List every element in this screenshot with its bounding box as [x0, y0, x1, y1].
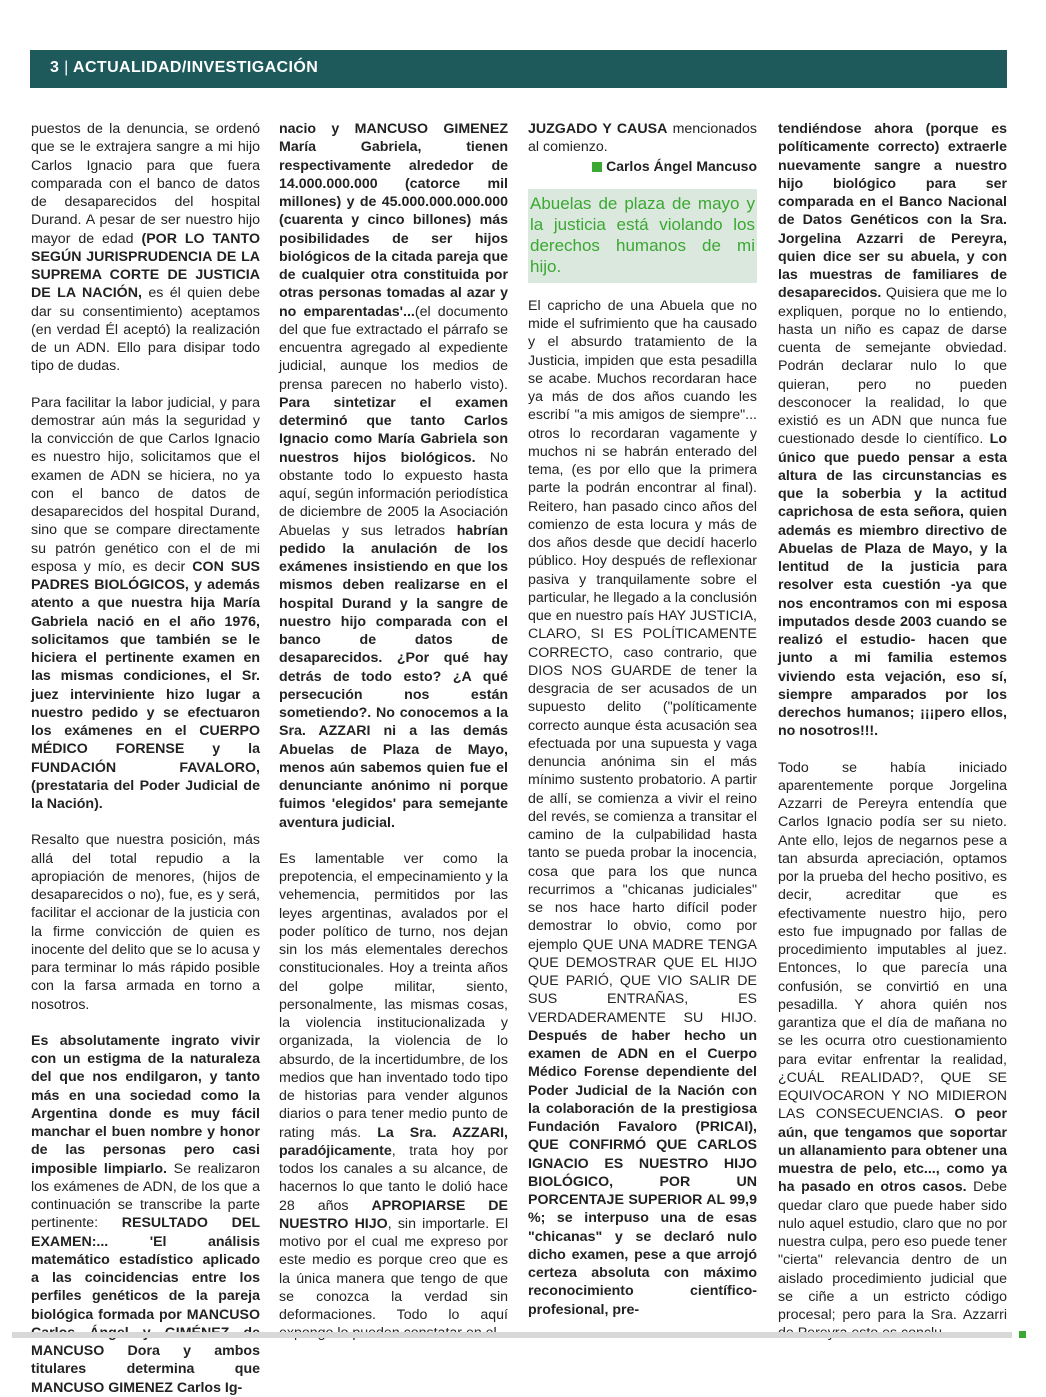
text-run: mencionados al comienzo.	[528, 121, 757, 156]
text-run: Debe quedar claro que puede haber sido nulo aquel estudio, claro que no por nuestra culpa, pero eso puede tener "cierta" relevancia dentro de un aislado procedimiento judicial que se ciñe a un estricto código procesal; pero para la Sra. Azzarri	[778, 1179, 1007, 1323]
bold-text-run: (POR LO TANTO SEGÚN JURISPRUDENCIA DE LA SUPREMA CORTE DE JUSTICIA DE LA NACIÓN,	[31, 230, 260, 302]
paragraph	[31, 394, 260, 814]
bold-text-run: Es absolutamente ingrato vivir con un estigma de la naturaleza del que nos endilgaron, y tanto más en una sociedad como la Argentina donde es muy fácil manchar el buen nombre y honor de las personas pero casi imposible limpiarlo.	[31, 1032, 260, 1177]
bold-text-run: nacio y MANCUSO GIMENEZ María Gabriela, tienen respectivamente alrededor de 14.000.000.000 (catorce mil millones) y de 45.000.000.000.000 (cuarenta y cinco billones) más posibilidades de ser hijos biológicos de la citada pareja que de cualquier otra constituida por otras personas tomadas al azar y no emparentadas'...	[279, 121, 508, 320]
footer-square-icon	[1019, 1331, 1026, 1338]
pull-quote: Abuelas de plaza de mayo y la justicia está violando los derechos humanos de mi hijo.	[528, 189, 757, 283]
text-run: (el documento del que fue extractado el párrafo se encuentra agregado al expediente judicial, aunque los medios de prensa parecen no haberlo visto).	[279, 303, 508, 393]
paragraph	[778, 120, 1007, 741]
bold-text-run: Para sintetizar el examen determinó que tanto Carlos Ignacio como María Gabriela son nuestros hijos biológicos.	[279, 394, 508, 466]
paragraph	[31, 1032, 260, 1397]
text-run: Quisiera que me lo expliquen, porque no lo entiendo, hasta un niño es capaz de darse cuenta de semejante obviedad. Podrán declarar nulo lo que quieran, pero no pueden desconocer la realidad, lo que existió es un ADN que nunca fue cuestionado desde lo científico.	[778, 285, 1007, 448]
text-run: Para facilitar la labor judicial, y para demostrar aún más la seguridad y la convicción de que Carlos Ignacio es nuestro hijo, solicitamos que el examen de ADN se hiciera, no ya con el banco de datos de desaparecidos del hospital Durand, sino que se compare directamente su patrón genético con el de mi esposa y mío, es decir	[31, 394, 260, 575]
paragraph	[279, 120, 508, 832]
bold-text-run: CON SUS PADRES BIOLÓGICOS, y además atento a que nuestra hija María Gabriela nació en el año 1976, solicitamos que también se le hiciera el pertinente examen en las mismas condiciones, el Sr. juez interviniente hizo lugar a nuestro pedido y se efectuaron los exámenes en el CUERPO MÉDICO FORENSE y la FUNDACIÓN FAVALORO, (prestataria del Poder Judicial de la Nación).	[31, 558, 260, 812]
text-run: No obstante todo lo expuesto hasta aquí, según información periodística de diciembre de 2005 la Asociación Abuelas y sus letrados	[279, 449, 508, 539]
page-number: 3	[50, 59, 60, 76]
header-separator: |	[64, 59, 69, 76]
text-run: es él quien debe dar su consentimiento) aceptamos (en verdad Él aceptó) la realización de un ADN. Ello para disipar todo tipo de dudas.	[31, 285, 260, 375]
author-signature	[528, 157, 757, 175]
article-column-4	[778, 120, 1007, 1323]
bold-text-run: Lo único que puedo pensar a esta altura de las circunstancias es que la soberbia y la actitud caprichosa de esta señora, quien además es miembro directivo de Abuelas de Plaza de Mayo, y la lentitud de la justicia para resolver esta cuestión -ya que nos encontramos con mi esposa imputados desde 2003 cuando se realizó el estudio- hacen que junto a mi familia estemos viviendo esta vejación, eso sí, siempre amparados por los derechos humanos; ¡¡¡pero ellos, no nosotros!!!.	[778, 431, 1007, 740]
section-header	[50, 59, 318, 77]
article-column-1	[31, 120, 260, 1396]
bold-text-run: APROPIARSE DE NUESTRO HIJO	[279, 1197, 508, 1232]
paragraph	[31, 831, 260, 1014]
paragraph	[528, 297, 757, 1319]
text-run: Resalto que nuestra posición, más allá del total repudio a la apropiación de menores, (hijos de desaparecidos o no), fue, es y será, facilitar el accionar de la justicia con la firme convicción de quien es inocente del delito que se lo acusa y para terminar lo más rápido posible con la farsa armada en torno a nosotros.	[31, 832, 260, 1013]
bold-text-run: Después de haber hecho un examen de ADN en el Cuerpo Médico Forense dependiente del Poder Judicial de la Nación con la colaboración de la prestigiosa Fundación Favaloro (PRICAI), QUE CONFIRMÓ QUE CARLOS IGNACIO ES NUESTRO HIJO BIOLÓGICO, POR UN PORCENTAJE SUPERIOR AL 99,9 %; se interpuso una de esas "chicanas" y se declaró nulo dicho examen, pese a que arrojó certeza absoluta con máximo reconocimiento científico-profesional, pre-	[528, 1027, 757, 1318]
footer-rule	[12, 1332, 1012, 1338]
paragraph	[31, 120, 260, 376]
text-run: puestos de la denuncia, se ordenó que se le extrajera sangre a mi hijo Carlos Ignacio para que fuera comparada con el banco de datos de desaparecidos del hospital Durand. A pesar de ser nuestro hijo mayor de edad	[31, 121, 260, 247]
text-run: Todo se había iniciado aparentemente porque Jorgelina Azzarri de Pereyra entendía que Carlos Ignacio podía ser su nieto. Ante ello, lejos de negarnos pese a tan absurda apreciación, optamos por la prueba del hecho positivo, es decir, acreditar que es efectivamente nuestro hijo, pero esto fue impugnado por fallas de procedimiento imputables al juez. Entonces, lo que parecía una confusión, se convirtió en una pesadilla. Y ahora quién nos garantiza que el día de mañana no se les ocurra otro cuestionamiento para evitar enfrentar la realidad, ¿CUÁL REALIDAD?, QUE SE EQUIVOCARON Y NO MIDIERON LAS CONSECUENCIAS.	[778, 759, 1007, 1123]
section-title: ACTUALIDAD/INVESTIGACIÓN	[73, 59, 319, 76]
bold-text-run: La Sra. AZZARI, paradójicamente	[279, 1124, 508, 1159]
text-run: Se realizaron los exámenes de ADN, de los que a continuación se transcribe la parte pertinente:	[31, 1160, 260, 1232]
green-square-icon	[592, 162, 602, 172]
bold-text-run: habrían pedido la anulación de los exámenes insistiendo en que los mismos deben realizarse en el hospital Durand y la sangre de nuestro hijo comparada con el banco de datos de desaparecidos. ¿Por qué hay detrás de todo esto? ¿A qué persecución nos están sometiendo?. No conocemos a la Sra. AZZARI ni a las demás Abuelas de Plaza de Mayo, menos aún sabemos quien fue el denunciante anónimo ni porque fuimos 'elegidos' para semejante aventura judicial.	[279, 522, 508, 831]
article-column-3	[528, 120, 757, 1320]
text-run: , trata hoy por todos los canales a su alcance, de hacernos lo que tanto le dolió hace 28 años	[279, 1142, 508, 1214]
bold-text-run: RESULTADO DEL EXAMEN:... 'El análisis matemático estadístico aplicado a las coincidencias entre los perfiles genéticos de la pareja biológica formada por MANCUSO MANCUSO Dora y ambos titulares determina que MANCUSO GIMENEZ Carlos Ig-	[31, 1215, 260, 1396]
text-run: , sin importarle. El motivo por el cual me expreso por este medio es porque creo que es la única manera que tengo de que se conozca la verdad sin deformaciones. Todo lo aquí	[279, 1215, 508, 1323]
article-column-2	[279, 120, 508, 1323]
paragraph	[279, 850, 508, 1343]
text-run: Es lamentable ver como la prepotencia, el empecinamiento y la vehemencia, permitidos por las leyes argentinas, avalados por el poder político de turno, nos dejan sin los más elementales derechos constitucionales. Hoy a treinta años del golpe militar, siento, personalmente, las mismas cosas, la violencia institucionalizada y organizada, la violencia de lo absurdo, de la incertidumbre, de los medios que han inventado todo tipo de historias para vender algunos diarios o para tener medio punto de rating más.	[279, 850, 508, 1141]
bold-text-run: O peor aún, que tengamos que soportar un allanamiento para obtener una muestra de pelo, etc..., como ya ha pasado en otros casos.	[778, 1106, 1007, 1196]
paragraph	[528, 120, 757, 157]
section-header-bar	[30, 50, 1007, 88]
bold-text-run: JUZGADO Y CAUSA	[528, 121, 668, 137]
paragraph	[778, 759, 1007, 1343]
text-run: El capricho de una Abuela que no mide el sufrimiento que ha causado y el absurdo tratamiento de la Justicia, impiden que esta pesadilla se acabe. Muchos recordaran hace ya más de dos años cuando les escribí "a mis amigos de siempre"... otros lo recordaran vagamente y muchos ni se habrán enterado del tema, (es por ello que la primera parte la podrán encontrar al final). Reitero, han pasado cinco años del comienzo de esta locura y más de dos años desde que decidí hacerlo público. Hoy después de reflexionar pasiva y tranquilamente sobre el particular, he llegado a la conclusión que en nuestro país HAY JUSTICIA, CLARO, SI ES POLÍTICAMENTE CORRECTO, caso contrario, que DIOS NOS GUARDE de tener la desgracia de ser acusados de un supuesto delito ("políticamente correcto aunque ésta acusación sea efectuada por una supuesta y vaga denuncia anónima sin el más mínimo sustento probatorio. A partir de allí, se comienza a vivir el reino del revés, se comienza a transitar el camino de la culpabilidad hasta tanto se pueda probar la inocencia, cosa que para los que nunca recurrimos a "chicanas judiciales" se nos hace harto difícil poder demostrar lo obvio, como por ejemplo QUE UNA MADRE TENGA QUE DEMOSTRAR QUE EL HIJO QUE PARIÓ, QUE VIO SALIR DE SUS ENTRAÑAS, ES VERDADERAMENTE SU HIJO.	[528, 297, 757, 1026]
author-name: Carlos Ángel Mancuso	[606, 157, 757, 174]
bold-text-run: tendiéndose ahora (porque es políticamente correcto) extraerle nuevamente sangre a nuestro hijo biológico para ser comparada en el Banco Nacional de Datos Genéticos con la Sra. Jorgelina Azzarri de Pereyra, quien dice ser su abuela, y con las muestras de familiares de desaparecidos.	[778, 121, 1007, 302]
